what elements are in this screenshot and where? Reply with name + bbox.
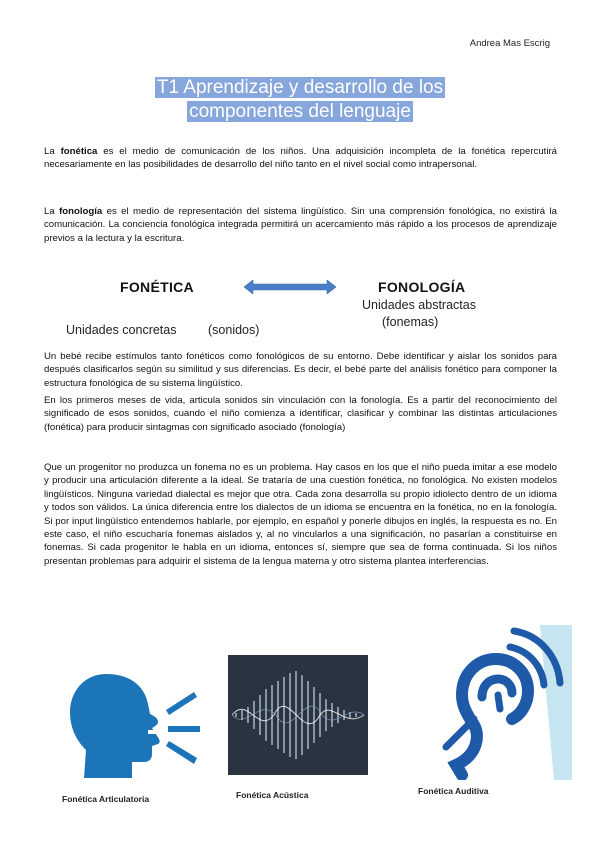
p1-lead: La bbox=[44, 146, 61, 157]
p1-term: fonética bbox=[60, 146, 98, 157]
caption-auditiva: Fonética Auditiva bbox=[418, 786, 489, 796]
title-line-2: componentes del lenguaje bbox=[189, 101, 411, 122]
paragraph-bebe: Un bebé recibe estímulos tanto fonéticos como fonológicos de su entorno. Debe identificar y aislar los sonidos para después clasificarlos según su similitud y sus diferencias. Es decir, el bebé parte del análisis fonético para componer la estructura fonológica de su sistema lingüístico. bbox=[44, 351, 557, 389]
diagram-phonemes: (fonemas) bbox=[382, 315, 439, 329]
p2-term: fonología bbox=[59, 206, 103, 217]
diagram-sounds: (sonidos) bbox=[208, 323, 260, 337]
diagram-fonologia-label: FONOLOGÍA bbox=[378, 279, 466, 295]
hearing-icon bbox=[422, 625, 572, 780]
speaking-head-icon bbox=[66, 670, 206, 782]
p2-text: es el medio de representación del sistema lingüístico. Sin una comprensión fonológica, no existirá la comunicación. La conciencia fonológica integrada permitirá un acercamiento más rápido a los procesos de aprendizaje previos a la lectura y la escritura. bbox=[44, 206, 557, 244]
double-arrow-icon bbox=[244, 280, 336, 294]
paragraph-progenitor: Que un progenitor no produzca un fonema no es un problema. Hay casos en los que el niño pueda imitar a ese modelo y producir una articulación diferente a la ideal. Se trataría de una cuestión fonética, no fonológica. No existen modelos lingüísticos. Ninguna variedad dialectal es mejor que otra. Cada zona desarrolla su propio idiolecto dentro de un idioma y todos son válidos. La única diferencia entre los dialectos de un idioma se encuentra en la fonética, no en la fonología. Si por input lingüístico entendemos hablarle, por ejemplo, en español y ponerle dibujos en inglés, la respuesta es no. En este caso, el niño escucharía fonemas aislados y, al no vincularlos a una significación, no pasarían a constituirse en fonemas. Si cada progenitor le habla en un idioma, entonces sí, siempre que sea de forma continuada. Si los niños presentan problemas para adquirir el sistema de la lengua materna y otro sistema plantea interferencias. bbox=[44, 462, 557, 567]
sound-wave-icon bbox=[228, 655, 368, 775]
p1-text: es el medio de comunicación de los niños. Una adquisición incompleta de la fonética repercutirá necesariamente en las posibilidades de desarrollo del niño tanto en el nivel social como intrapersonal. bbox=[44, 146, 558, 171]
author-name: Andrea Mas Escrig bbox=[469, 38, 550, 49]
title-line-1: T1 Aprendizaje y desarrollo de los bbox=[156, 77, 444, 98]
caption-acustica: Fonética Acústica bbox=[236, 790, 309, 800]
paragraph-fonetica bbox=[44, 145, 557, 172]
page-title bbox=[0, 76, 600, 124]
p2-lead: La bbox=[44, 206, 60, 217]
paragraph-fonologia bbox=[44, 205, 557, 245]
caption-articulatoria: Fonética Articulatoria bbox=[62, 794, 150, 804]
diagram-abstract-units: Unidades abstractas bbox=[362, 298, 476, 312]
diagram-concrete-units: Unidades concretas bbox=[66, 323, 177, 337]
diagram-fonetica-label: FONÉTICA bbox=[120, 279, 194, 295]
paragraph-primeros-meses: En los primeros meses de vida, articula sonidos sin vinculación con la fonología. Es a partir del reconocimiento del significado de esos sonidos, cuando el niño comienza a identificar, clasificar y combinar las distintas articulaciones (fonética) para producir sintagmas con significado asociado (fonología) bbox=[44, 395, 557, 433]
